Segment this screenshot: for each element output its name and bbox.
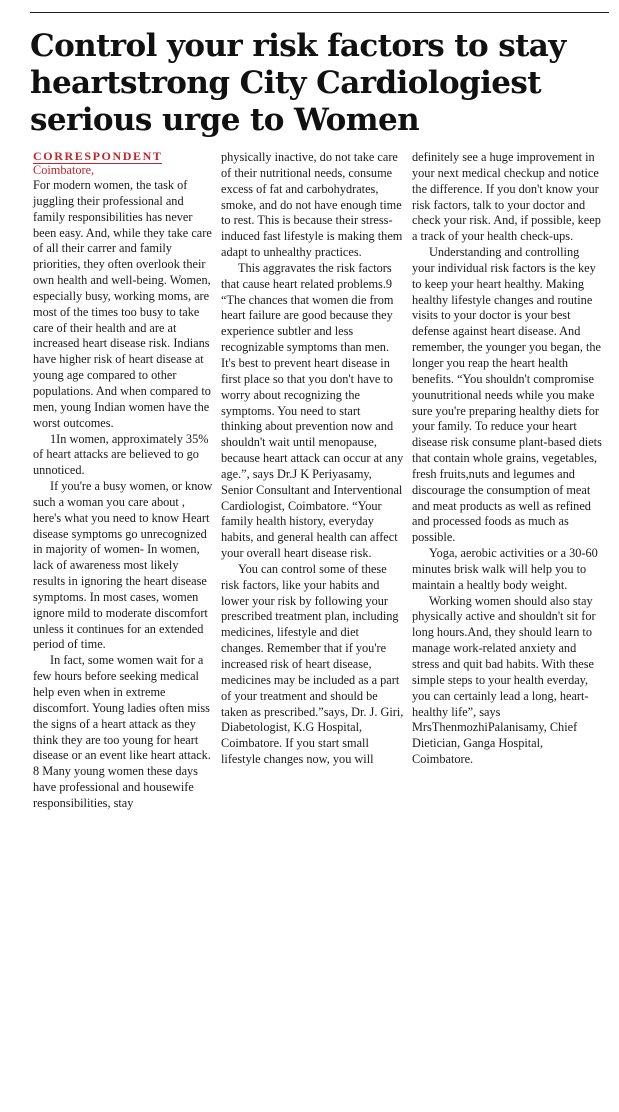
headline	[30, 28, 615, 139]
paragraph: For modern women, the task of juggling their professional and family responsibilities has never been easy. And, while they take care of all their carrer and family priorities, they often overlook their own health and well-being. Women, especially busy, working moms, are most of the times too busy to take care of their health and are at increased heart disease risk. Indians have higher risk of heart disease at young age compared to other populations. And when compared to men, young Indian women have the worst outcomes.	[33, 178, 212, 430]
paragraph: physically inactive, do not take care of their nutritional needs, consume excess of fat and carbohydrates, smoke, and do not have enough time to rest. This is because their stress-induced fast lifestyle is making them adapt to unhealthy practices.	[221, 150, 403, 260]
paragraph: Yoga, aerobic activities or a 30-60 minutes brisk walk will help you to maintain a healtly body weight.	[412, 546, 598, 592]
paragraph: Working women should also stay physically active and shouldn't sit for long hours.And, they should learn to manage work-related anxiety and stress and quit bad habits. With these simple steps to your health everday, you can certainly lead a long, heart-healthy life”, says MrsThenmozhiPalanisamy, Chief Dietician, Ganga Hospital, Coimbatore.	[412, 593, 596, 767]
article-column-1	[33, 149, 213, 812]
article-column-3	[412, 150, 602, 768]
headline-line-3: serious urge to Women	[30, 102, 420, 138]
headline-line-2: heartstrong City Cardiologiest	[30, 65, 541, 101]
top-rule	[30, 12, 609, 13]
paragraph: definitely see a huge improvement in your next medical checkup and notice the difference. If you don't know your risk factors, talk to your doctor and check your risk. And, if possible, keep a track of your health check-ups.	[412, 150, 601, 244]
paragraph: You can control some of these risk factors, like your habits and lower your risk by following your prescribed treatment plan, including medicines, lifestyle and diet changes. Remember that if you're increased risk of heart disease, medicines may be included as a part of your treatment and should be taken as prescribed.”says, Dr. J. Giri, Diabetologist, K.G Hospital, Coimbatore. If you start small lifestyle changes now, you will	[221, 561, 404, 767]
article-column-2	[221, 150, 404, 768]
paragraph: If you're a busy women, or know such a woman you care about , here's what you need to know Heart disease symptoms go unrecognized in majority of women- In women, lack of awareness most likely results in ignoring the heart disease symptoms. In most cases, women ignore mild to moderate discomfort unless it continues for an extended period of time.	[33, 479, 213, 652]
paragraph: 1In women, approximately 35% of heart attacks are believed to go unnoticed.	[33, 431, 209, 478]
paragraph: In fact, some women wait for a few hours before seeking medical help even when in extreme discomfort. Young ladies often miss the signs of a heart attack as they think they are too young for heart disease or an event like heart attack. 8 Many young women these days have professional and housewife responsibilities, stay	[33, 653, 211, 810]
paragraph: Understanding and controlling your individual risk factors is the key to keep your heart healthy. Making healthy lifestyle changes and routine visits to your doctor is your best defense against heart disease. And remember, the younger you began, the longer you reap the heart health benefits. “You shouldn't compromise younutritional needs while you make sure you're preparing healthy diets for your family. To reduce your heart disease risk consume plant-based diets that contain whole grains, vegetables, fresh fruits,nuts and legumes and discourage the consumption of meat and meat products as well as refined and processed foods as much as possible.	[412, 245, 602, 545]
byline	[33, 149, 213, 163]
headline-line-1: Control your risk factors to stay	[30, 28, 566, 64]
byline-text: CORRESPONDENT	[33, 149, 163, 163]
dateline: Coimbatore,	[33, 163, 95, 177]
paragraph: This aggravates the risk factors that cause heart related problems.9 “The chances that women die from heart failure are good because they experience subtler and less recognizable symptoms than men. It's best to prevent heart disease in first place so that you don't have to worry about recognizing the symptoms. You need to start thinking about prevention now and shouldn't wait until menopause, because heart attack can occur at any age.”, says Dr.J K Periyasamy, Senior Consultant and Interventional Cardiologist, Coimbatore. “Your family health history, everyday habits, and general health can affect your overall heart disease risk.	[221, 260, 404, 561]
